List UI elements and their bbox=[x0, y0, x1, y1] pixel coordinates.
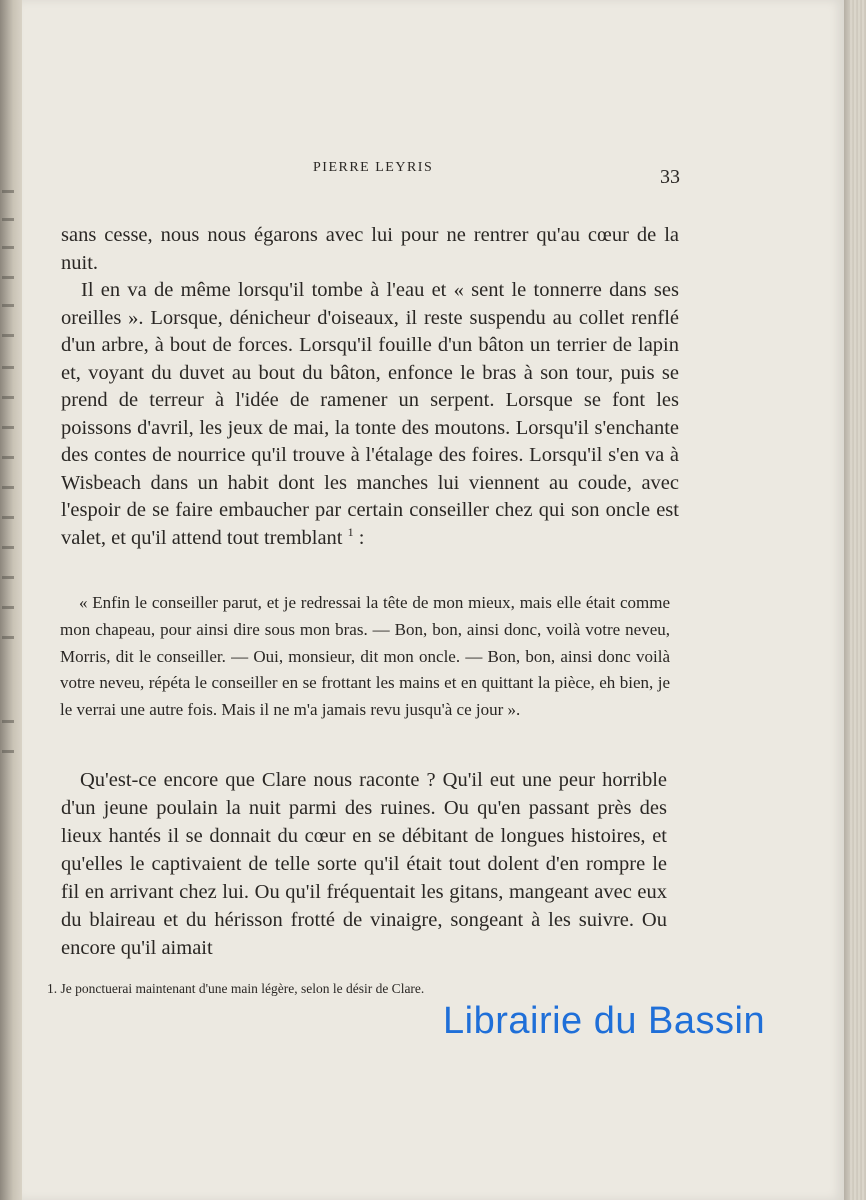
body-text-top bbox=[61, 222, 679, 552]
paragraph-3: Qu'est-ce encore que Clare nous raconte ? Qu'il eut une peur horrible d'un jeune poulain la nuit parmi des ruines. Ou qu'en passant près des lieux hantés il se donnait du cœur en se débitant de longues histoires, et qu'elles le captivaient de telle sorte qu'il était tout dolent d'en rompre le fil en arrivant chez lui. Ou qu'il fréquentait les gitans, mangeant avec eux du blaireau et du hérisson frotté de vinaigre, songeant à les suivre. Ou encore qu'il aimait bbox=[61, 769, 667, 959]
footnote bbox=[47, 980, 667, 998]
paragraph-1: sans cesse, nous nous égarons avec lui pour ne rentrer qu'au cœur de la nuit. bbox=[61, 224, 679, 274]
adjacent-page-edge bbox=[0, 0, 22, 1200]
paragraph-2 bbox=[61, 277, 679, 552]
body-text-bottom bbox=[61, 766, 667, 962]
running-head: PIERRE LEYRIS bbox=[313, 160, 434, 175]
paragraph-2-text: Il en va de même lorsqu'il tombe à l'eau et « sent le tonnerre dans ses oreilles ». Lorsque, dénicheur d'oiseaux, il reste suspendu au collet renflé d'un arbre, à bout de forces. Lorsqu'il fouille d'un bâton un terrier de lapin et, voyant du duvet au bout du bâton, enfonce le bras à son tour, puis se prend de terreur à l'idée de ramener un serpent. Lorsque se font les poissons d'avril, les jeux de mai, la tonte des moutons. Lorsqu'il s'enchante des contes de nourrice qu'il trouve à l'étalage des foires. Lorsqu'il s'en va à Wisbeach dans un habit dont les manches lui viennent au coude, avec l'espoir de se faire embaucher par certain conseiller chez qui son oncle est valet, et qu'il attend tout tremblant bbox=[61, 279, 679, 549]
bookseller-watermark: Librairie du Bassin bbox=[443, 1000, 766, 1042]
page-number: 33 bbox=[660, 166, 680, 188]
quote-text: « Enfin le conseiller parut, et je redressai la tête de mon mieux, mais elle était comme mon chapeau, pour ainsi dire sous mon bras. — Bon, bon, ainsi donc, voilà votre neveu, Morris, dit le conseiller. — Oui, monsieur, dit mon oncle. — Bon, bon, ainsi donc voilà votre neveu, répéta le conseiller en se frottant les mains et en quittant la pièce, eh bien, je le verrai une autre fois. Mais il ne m'a jamais revu jusqu'à ce jour ». bbox=[60, 593, 670, 720]
page-stack-edge bbox=[844, 0, 866, 1200]
paragraph-2-colon: : bbox=[353, 526, 365, 549]
adjacent-page-marks bbox=[0, 180, 20, 780]
block-quote bbox=[60, 590, 670, 724]
footnote-reference: 1 bbox=[347, 524, 354, 539]
footnote-marker: 1. bbox=[47, 981, 58, 996]
footnote-text: Je ponctuerai maintenant d'une main légère, selon le désir de Clare. bbox=[60, 981, 425, 996]
